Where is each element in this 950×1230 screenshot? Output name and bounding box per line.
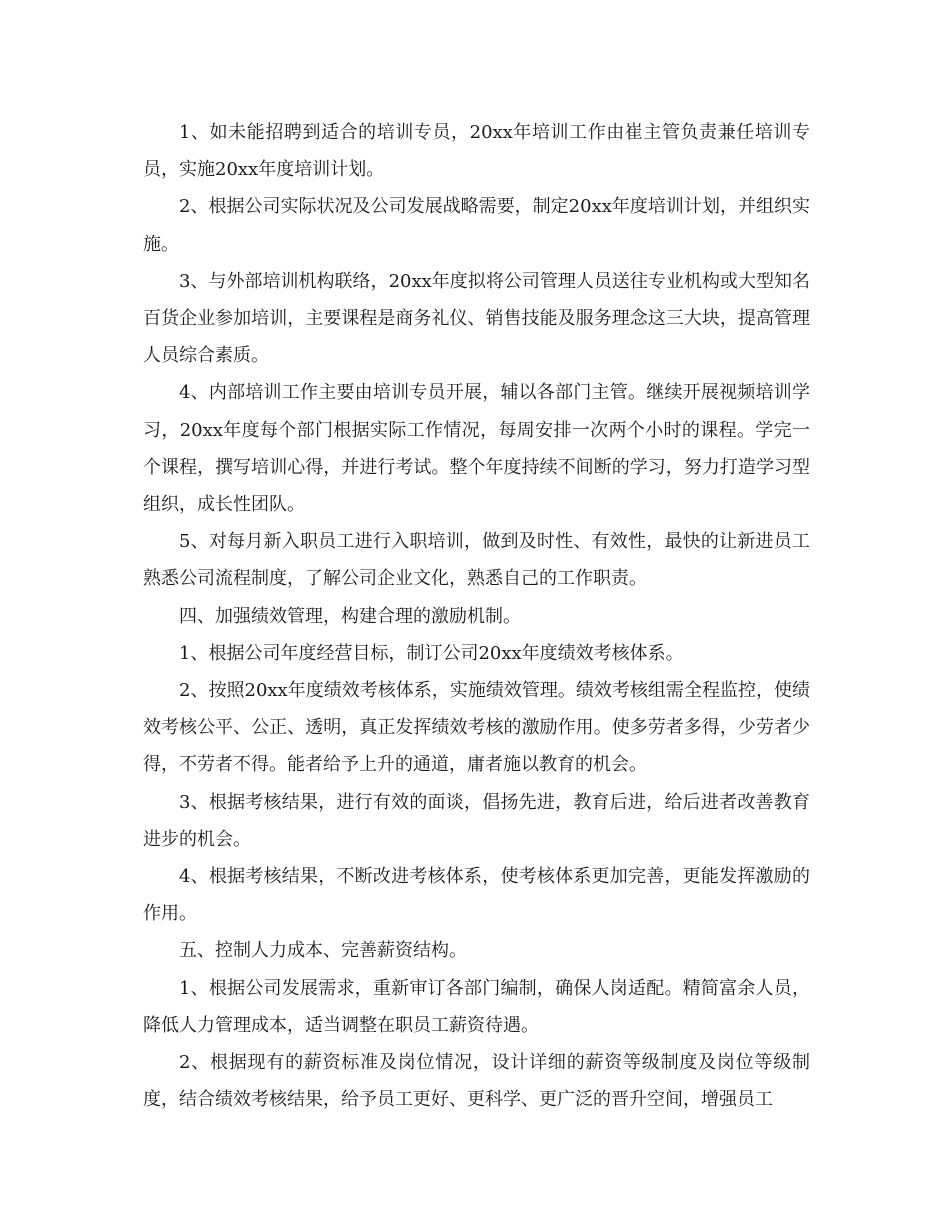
paragraph-appraisal-system: 1、根据公司年度经营目标，制订公司20xx年度绩效考核体系。 — [179, 642, 684, 664]
paragraph-appraisal-improvement: 4、根据考核结果，不断改进考核体系，使考核体系更加完善，更能发挥激励的作用。 — [143, 866, 810, 925]
paragraph-training-specialist: 1、如未能招聘到适合的培训专员，20xx年培训工作由崔主管负责兼任培训专员，实施20xx年度培训计划。 — [143, 122, 810, 181]
paragraph-salary-structure: 2、根据现有的薪资标准及岗位情况，设计详细的薪资等级制度及岗位等级制度，结合绩效考核结果，给予员工更好、更科学、更广泛的晋升空间，增强员工 — [143, 1052, 810, 1111]
paragraph-training-plan: 2、根据公司实际状况及公司发展战略需要，制定20xx年度培训计划，并组织实施。 — [143, 196, 810, 255]
section-heading-performance: 四、加强绩效管理，构建合理的激励机制。 — [179, 605, 521, 627]
section-heading-labor-cost: 五、控制人力成本、完善薪资结构。 — [179, 940, 467, 962]
paragraph-appraisal-interview: 3、根据考核结果，进行有效的面谈，倡扬先进，教育后进，给后进者改善教育进步的机会。 — [143, 791, 810, 850]
paragraph-onboarding-training: 5、对每月新入职员工进行入职培训，做到及时性、有效性，最快的让新进员工熟悉公司流程制度，了解公司企业文化，熟悉自己的工作职责。 — [143, 531, 810, 590]
paragraph-internal-training: 4、内部培训工作主要由培训专员开展，辅以各部门主管。继续开展视频培训学习，20xx年度每个部门根据实际工作情况，每周安排一次两个小时的课程。学完一个课程，撰写培训心得，并进行考试。整个年度持续不间断的学习，努力打造学习型组织，成长性团队。 — [143, 382, 810, 516]
paragraph-performance-management: 2、按照20xx年度绩效考核体系，实施绩效管理。绩效考核组需全程监控，使绩效考核公平、公正、透明，真正发挥绩效考核的激励作用。使多劳者多得，少劳者少得，不劳者不得。能者给予上升的通道，庸者施以教育的机会。 — [143, 680, 810, 776]
paragraph-external-training: 3、与外部培训机构联络，20xx年度拟将公司管理人员送往专业机构或大型知名百货企业参加培训，主要课程是商务礼仪、销售技能及服务理念这三大块，提高管理人员综合素质。 — [143, 270, 810, 367]
paragraph-staffing-review: 1、根据公司发展需求，重新审订各部门编制，确保人岗适配。精简富余人员，降低人力管理成本，适当调整在职员工薪资待遇。 — [143, 977, 810, 1036]
document-body — [143, 114, 810, 1118]
